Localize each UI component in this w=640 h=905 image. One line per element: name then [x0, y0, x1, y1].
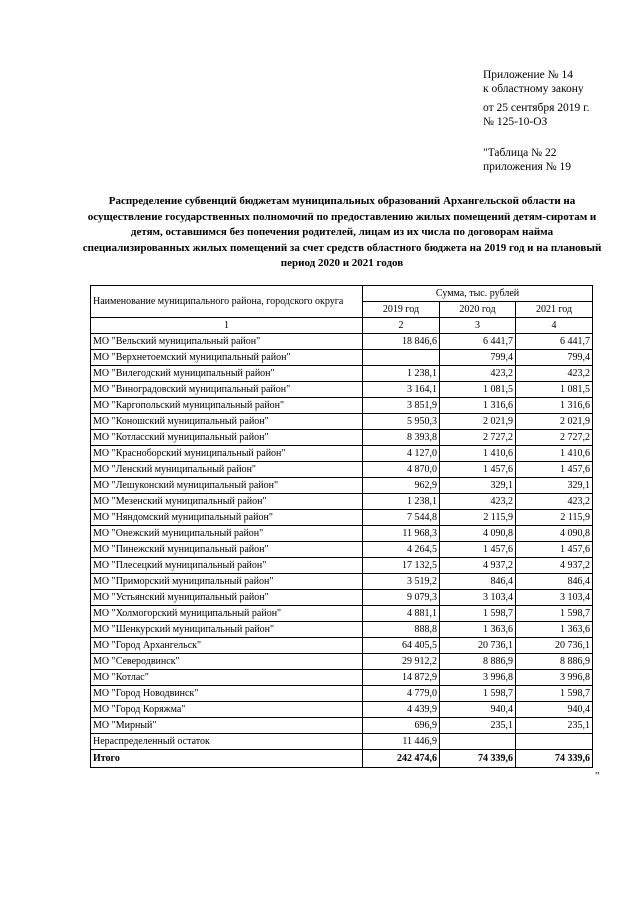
total-2019: 242 474,6	[363, 750, 440, 768]
sum-column-header: Сумма, тыс. рублей	[363, 286, 593, 302]
amount-2020: 4 090,8	[440, 526, 516, 542]
column-number-row	[91, 318, 593, 334]
municipality-name: МО "Верхнетоемский муниципальный район"	[91, 350, 363, 366]
amount-2021: 423,2	[516, 366, 593, 382]
amount-2021: 6 441,7	[516, 334, 593, 350]
amount-2020: 3 103,4	[440, 590, 516, 606]
amount-2019: 8 393,8	[363, 430, 440, 446]
municipality-column-header: Наименование муниципального района, городского округа	[91, 286, 363, 318]
amount-2020: 235,1	[440, 718, 516, 734]
amount-2020: 2 021,9	[440, 414, 516, 430]
table-row	[91, 606, 593, 622]
appendix-law-ref: к областному закону	[483, 83, 584, 95]
amount-2021: 1 598,7	[516, 686, 593, 702]
column-number-2: 2	[363, 318, 440, 334]
municipality-name: МО "Мирный"	[91, 718, 363, 734]
municipality-name: МО "Пинежский муниципальный район"	[91, 542, 363, 558]
amount-2021: 8 886,9	[516, 654, 593, 670]
amount-2019: 4 779,0	[363, 686, 440, 702]
table-row	[91, 558, 593, 574]
amount-2020	[440, 734, 516, 750]
table-row	[91, 430, 593, 446]
amount-2021: 4 090,8	[516, 526, 593, 542]
year-2019-header: 2019 год	[363, 302, 440, 318]
amount-2021	[516, 734, 593, 750]
amount-2021: 235,1	[516, 718, 593, 734]
amount-2021: 940,4	[516, 702, 593, 718]
amount-2020: 1 598,7	[440, 686, 516, 702]
total-label: Итого	[91, 750, 363, 768]
amount-2020: 1 457,6	[440, 542, 516, 558]
amount-2020: 846,4	[440, 574, 516, 590]
municipality-name: МО "Котлас"	[91, 670, 363, 686]
amount-2019: 14 872,9	[363, 670, 440, 686]
year-2020-header: 2020 год	[440, 302, 516, 318]
table-row	[91, 734, 593, 750]
municipality-name: МО "Холмогорский муниципальный район"	[91, 606, 363, 622]
amount-2020: 4 937,2	[440, 558, 516, 574]
municipality-name: МО "Город Новодвинск"	[91, 686, 363, 702]
amount-2021: 2 115,9	[516, 510, 593, 526]
table-row	[91, 622, 593, 638]
municipality-name: МО "Вилегодский муниципальный район"	[91, 366, 363, 382]
municipality-name: МО "Мезенский муниципальный район"	[91, 494, 363, 510]
municipality-name: МО "Онежский муниципальный район"	[91, 526, 363, 542]
table-row	[91, 670, 593, 686]
amount-2020: 329,1	[440, 478, 516, 494]
amount-2020: 799,4	[440, 350, 516, 366]
municipality-name: МО "Приморский муниципальный район"	[91, 574, 363, 590]
amount-2021: 3 103,4	[516, 590, 593, 606]
table-number: "Таблица № 22	[483, 147, 557, 159]
table-row	[91, 638, 593, 654]
amount-2019: 3 519,2	[363, 574, 440, 590]
municipality-name: МО "Виноградовский муниципальный район"	[91, 382, 363, 398]
column-number-1: 1	[91, 318, 363, 334]
total-row	[91, 750, 593, 768]
table-row	[91, 718, 593, 734]
law-number: № 125-10-ОЗ	[483, 116, 548, 128]
amount-2019: 7 544,8	[363, 510, 440, 526]
amount-2021: 1 363,6	[516, 622, 593, 638]
amount-2020: 20 736,1	[440, 638, 516, 654]
amount-2021: 1 598,7	[516, 606, 593, 622]
amount-2019: 64 405,5	[363, 638, 440, 654]
amount-2021: 1 457,6	[516, 462, 593, 478]
amount-2021: 4 937,2	[516, 558, 593, 574]
amount-2019: 4 127,0	[363, 446, 440, 462]
amount-2020: 1 363,6	[440, 622, 516, 638]
amount-2019: 1 238,1	[363, 494, 440, 510]
amount-2021: 423,2	[516, 494, 593, 510]
amount-2020: 940,4	[440, 702, 516, 718]
municipality-name: МО "Лешуконский муниципальный район"	[91, 478, 363, 494]
closing-quote: "	[595, 770, 600, 782]
amount-2019: 17 132,5	[363, 558, 440, 574]
amount-2019: 888,8	[363, 622, 440, 638]
municipality-name: Нераспределенный остаток	[91, 734, 363, 750]
column-number-3: 3	[440, 318, 516, 334]
amount-2020: 2 115,9	[440, 510, 516, 526]
table-row	[91, 654, 593, 670]
municipality-name: МО "Город Архангельск"	[91, 638, 363, 654]
table-row	[91, 590, 593, 606]
amount-2020: 423,2	[440, 366, 516, 382]
amount-2019: 4 264,5	[363, 542, 440, 558]
table-row	[91, 494, 593, 510]
municipality-name: МО "Няндомский муниципальный район"	[91, 510, 363, 526]
amount-2019: 1 238,1	[363, 366, 440, 382]
municipality-name: МО "Ленский муниципальный район"	[91, 462, 363, 478]
subsidy-table	[90, 285, 593, 768]
amount-2019: 3 164,1	[363, 382, 440, 398]
amount-2021: 1 316,6	[516, 398, 593, 414]
table-row	[91, 542, 593, 558]
amount-2020: 1 598,7	[440, 606, 516, 622]
year-2021-header: 2021 год	[516, 302, 593, 318]
table-row	[91, 478, 593, 494]
amount-2020: 8 886,9	[440, 654, 516, 670]
amount-2020: 1 316,6	[440, 398, 516, 414]
amount-2021: 1 457,6	[516, 542, 593, 558]
amount-2021: 329,1	[516, 478, 593, 494]
amount-2021: 846,4	[516, 574, 593, 590]
amount-2021: 1 081,5	[516, 382, 593, 398]
amount-2020: 2 727,2	[440, 430, 516, 446]
amount-2021: 3 996,8	[516, 670, 593, 686]
municipality-name: МО "Каргопольский муниципальный район"	[91, 398, 363, 414]
table-row	[91, 526, 593, 542]
amount-2021: 2 021,9	[516, 414, 593, 430]
table-row	[91, 414, 593, 430]
municipality-name: МО "Устьянский муниципальный район"	[91, 590, 363, 606]
amount-2021: 2 727,2	[516, 430, 593, 446]
appendix-ref: приложения № 19	[483, 161, 571, 173]
table-row	[91, 398, 593, 414]
amount-2020: 1 410,6	[440, 446, 516, 462]
table-row	[91, 350, 593, 366]
table-row	[91, 334, 593, 350]
municipality-name: МО "Коношский муниципальный район"	[91, 414, 363, 430]
total-2021: 74 339,6	[516, 750, 593, 768]
amount-2019: 18 846,6	[363, 334, 440, 350]
amount-2021: 1 410,6	[516, 446, 593, 462]
table-header-row	[91, 286, 593, 302]
amount-2020: 423,2	[440, 494, 516, 510]
amount-2019: 962,9	[363, 478, 440, 494]
amount-2019: 4 881,1	[363, 606, 440, 622]
amount-2020: 3 996,8	[440, 670, 516, 686]
table-row	[91, 574, 593, 590]
municipality-name: МО "Город Коряжма"	[91, 702, 363, 718]
amount-2020: 6 441,7	[440, 334, 516, 350]
municipality-name: МО "Шенкурский муниципальный район"	[91, 622, 363, 638]
table-row	[91, 702, 593, 718]
municipality-name: МО "Красноборский муниципальный район"	[91, 446, 363, 462]
amount-2019	[363, 350, 440, 366]
table-row	[91, 462, 593, 478]
law-date: от 25 сентября 2019 г.	[483, 102, 590, 114]
table-row	[91, 686, 593, 702]
amount-2021: 799,4	[516, 350, 593, 366]
total-2020: 74 339,6	[440, 750, 516, 768]
amount-2019: 3 851,9	[363, 398, 440, 414]
municipality-name: МО "Вельский муниципальный район"	[91, 334, 363, 350]
appendix-number: Приложение № 14	[483, 69, 573, 81]
amount-2019: 11 446,9	[363, 734, 440, 750]
municipality-name: МО "Плесецкий муниципальный район"	[91, 558, 363, 574]
amount-2020: 1 081,5	[440, 382, 516, 398]
municipality-name: МО "Северодвинск"	[91, 654, 363, 670]
amount-2019: 4 870,0	[363, 462, 440, 478]
table-row	[91, 446, 593, 462]
amount-2021: 20 736,1	[516, 638, 593, 654]
municipality-name: МО "Котласский муниципальный район"	[91, 430, 363, 446]
table-row	[91, 382, 593, 398]
amount-2019: 9 079,3	[363, 590, 440, 606]
amount-2020: 1 457,6	[440, 462, 516, 478]
document-title: Распределение субвенций бюджетам муниципальных образований Архангельской области на осуществление государственных полномочий по предоставлению жилых помещений детям-сиротам и детям, оставшимся без попечения родителей, лицам из их числа по договорам найма специализированных жилых помещений за счет средств областного бюджета на 2019 год и на плановый период 2020 и 2021 годов	[82, 195, 602, 269]
amount-2019: 4 439,9	[363, 702, 440, 718]
column-number-4: 4	[516, 318, 593, 334]
amount-2019: 5 950,3	[363, 414, 440, 430]
amount-2019: 11 968,3	[363, 526, 440, 542]
amount-2019: 29 912,2	[363, 654, 440, 670]
table-row	[91, 366, 593, 382]
table-row	[91, 510, 593, 526]
amount-2019: 696,9	[363, 718, 440, 734]
